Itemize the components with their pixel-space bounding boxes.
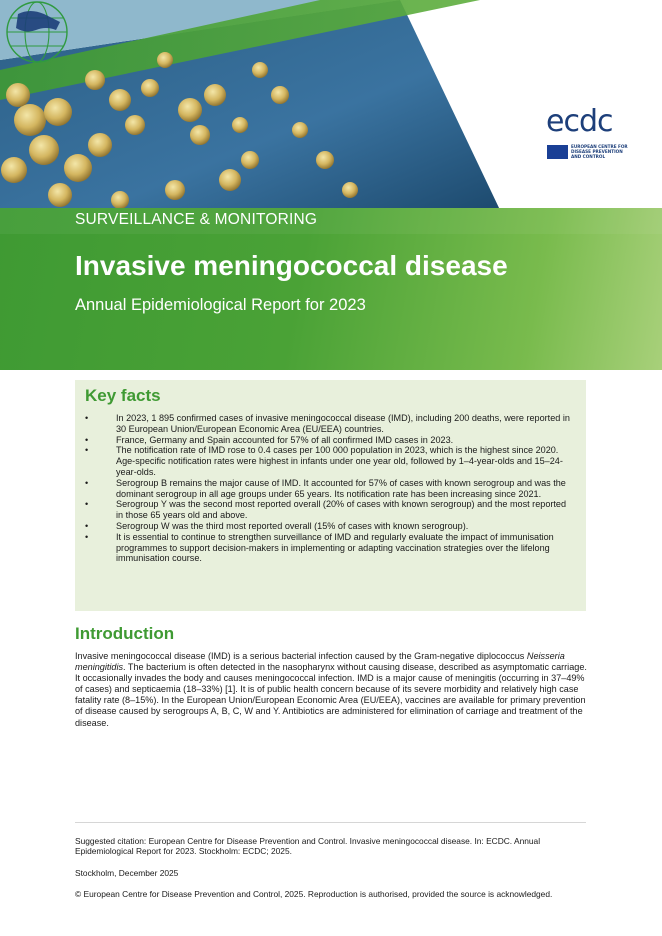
suggested-citation: Suggested citation: European Centre for Disease Prevention and Control. Invasive meningococcal disease. In: ECDC. Annual Epidemiological Report for 2023. Stockholm: ECDC; 2025. [75,836,541,856]
introduction-paragraph: Invasive meningococcal disease (IMD) is a serious bacterial infection caused by the Gram-negative diplococcus Neisseria meningitidis. The bacterium is often detected in the nasopharynx without causing disease, described as asymptomatic carriage. It occasionally invades the body and causes meningococcal infection. IMD is a major cause of meningitis (occurring in 37–49% of cases) and septicaemia (18–33%) [1]. It is of public health concern because of its severe morbidity and relatively high case fatality rate (8–15%). In the European Union/European Economic Area (EU/EEA), vaccines are available for primary prevention of disease caused by serogroups A, B, C, W and Y. Antibiotics are administered for elimination of carriage and treatment of the disease. [75,651,587,728]
list-item: • The notification rate of IMD rose to 0.4 cases per 100 000 population in 2023, which is the highest since 2020. Age-specific notification rates were highest in infants under one year old, followed by 1–4-year-olds and 15–24-year-olds. [85,445,563,477]
list-item: • Serogroup B remains the major cause of IMD. It accounted for 57% of cases with known serogroup and was the dominant serogroup in all age groups under 65 years. Its notification rate has been increasing since 2021. [85,477,566,499]
place-date: Stockholm, December 2025 [75,868,179,878]
ecdc-logo-subtitle: EUROPEAN CENTRE FOR DISEASE PREVENTION AND CONTROL [571,144,628,159]
page-title: Invasive meningococcal disease [75,250,508,281]
title-band [0,208,662,370]
footer-divider [75,822,586,823]
key-facts-heading: Key facts [85,386,161,405]
ecdc-globe-icon [0,0,120,100]
page-subtitle: Annual Epidemiological Report for 2023 [75,296,366,314]
series-label: SURVEILLANCE & MONITORING [75,211,318,228]
list-item: • Serogroup Y was the second most reported overall (20% of cases with known serogroup) and the most reported in those 65 years old and above. [85,499,567,521]
copyright-notice: © European Centre for Disease Prevention and Control, 2025. Reproduction is authorised, provided the source is acknowledged. [75,889,553,899]
eu-flag-icon [547,145,568,159]
key-facts-list [75,413,586,564]
key-facts-box [75,380,586,611]
introduction-heading: Introduction [75,624,175,643]
cover-image [0,0,662,210]
species-name: Neisseria meningitidis [75,651,565,673]
list-item: • In 2023, 1 895 confirmed cases of invasive meningococcal disease (IMD), including 200 deaths, were reported in 30 European Union/European Economic Area (EU/EEA) countries. [85,413,570,434]
list-item: • It is essential to continue to strengthen surveillance of IMD and regularly evaluate the impact of immunisation programmes to support decision-makers in implementing or adapting vaccination strategies over the lifelong immunisation course. [85,531,554,564]
ecdc-wordmark: ecdc [546,104,613,139]
list-item: • France, Germany and Spain accounted for 57% of all confirmed IMD cases in 2023. [85,434,454,445]
list-item: • Serogroup W was the third most reported overall (15% of cases with known serogroup). [85,520,469,531]
